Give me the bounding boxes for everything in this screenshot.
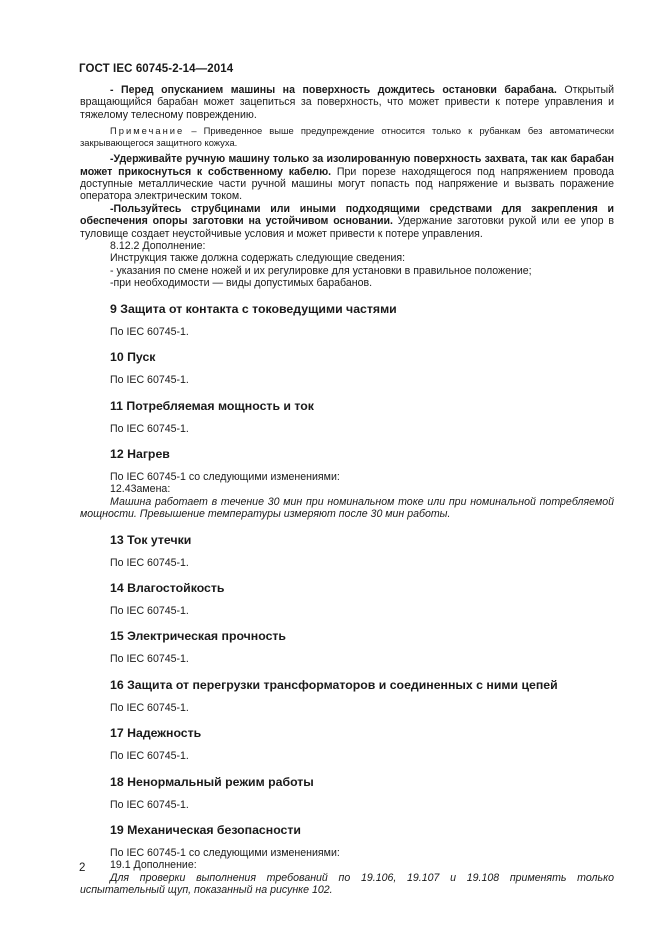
section-title: 15 Электрическая прочность [110, 629, 286, 644]
section-body: По IEC 60745-1 со следующими изменениями: [110, 470, 340, 483]
warning-text: Открытый вращающийся барабан может зацепиться за поверхность, что может привести к потере управления и тяжелому телесному повреждению. [80, 84, 614, 121]
section-body: По IEC 60745-1. [110, 604, 189, 617]
section-10 [80, 350, 614, 386]
section-title: 12 Нагрев [110, 446, 170, 461]
section-15 [80, 629, 614, 665]
section-title: 16 Защита от перегрузки трансформаторов и соединенных с ними цепей [110, 677, 558, 692]
section-title: 11 Потребляемая мощность и ток [110, 398, 314, 413]
section-body: По IEC 60745-1. [110, 701, 189, 714]
section-9 [80, 302, 614, 338]
note-text: – Приведенное выше предупреждение относится только к рубанкам без автоматически закрывающегося защитного кожуха. [80, 125, 614, 149]
section-body: По IEC 60745-1. [110, 422, 189, 435]
section-19 [80, 823, 614, 897]
document-header: ГОСТ IEC 60745-2-14—2014 [79, 63, 234, 75]
subclause: 19.1 Дополнение: [110, 859, 197, 872]
section-title: 14 Влагостойкость [110, 580, 225, 595]
note-label: Примечание [110, 125, 185, 137]
section-title: 9 Защита от контакта с токоведущими частями [110, 301, 397, 316]
section-title: 10 Пуск [110, 350, 156, 365]
section-11 [80, 399, 614, 435]
section-title: 18 Ненормальный режим работы [110, 774, 314, 789]
instruction-line: - указания по смене ножей и их регулировке для установки в правильное положение; [110, 264, 532, 277]
warning-text: Удержание заготовки рукой или ее упор в туловище создает неустойчивые условия и может привести к потере управления. [80, 215, 614, 240]
section-body: По IEC 60745-1. [110, 556, 189, 569]
paragraph-drum-stop [80, 84, 614, 121]
note [80, 125, 614, 149]
section-16 [80, 678, 614, 714]
section-14 [80, 581, 614, 617]
section-12 [80, 447, 614, 521]
section-13 [80, 533, 614, 569]
warning-bold: - Перед опусканием машины на поверхность дождитесь остановки барабана. [110, 84, 557, 96]
clause-8-12-2: 8.12.2 Дополнение: [110, 240, 206, 253]
paragraph-insulated-grip [80, 153, 614, 203]
subclause-text: Машина работает в течение 30 мин при номинальном токе или при номинальной потребляемой мощности. Превышение температуры измеряют после 30 мин работы. [80, 495, 614, 521]
section-body: По IEC 60745-1. [110, 325, 189, 338]
warning-bold: -Пользуйтесь струбцинами или иными подходящими средствами для закрепления и обеспечения опоры заготовки на устойчивом основании. [80, 202, 614, 228]
instruction-line: -при необходимости — виды допустимых барабанов. [110, 277, 373, 290]
instruction-line: Инструкция также должна содержать следующие сведения: [110, 252, 406, 265]
page-number: 2 [79, 862, 86, 874]
warning-bold: -Удерживайте ручную машину только за изолированную поверхность захвата, так как барабан может прикоснуться к собственному кабелю. [80, 153, 614, 178]
section-title: 19 Механическая безопасности [110, 822, 301, 837]
warning-text: При порезе находящегося под напряжением провода доступные металлические части ручной машины могут попасть под напряжение и вызвать поражение оператора электрическим током. [80, 165, 614, 203]
section-body: По IEC 60745-1 со следующими изменениями: [110, 846, 340, 859]
section-body: По IEC 60745-1. [110, 374, 189, 387]
section-title: 13 Ток утечки [110, 532, 192, 547]
page-content [80, 84, 614, 897]
section-body: По IEC 60745-1. [110, 750, 189, 763]
section-title: 17 Надежность [110, 726, 202, 741]
section-body: По IEC 60745-1. [110, 798, 189, 811]
section-17 [80, 726, 614, 762]
subclause: 12.43амена: [110, 483, 171, 496]
section-body: По IEC 60745-1. [110, 653, 189, 666]
subclause-text: Для проверки выполнения требований по 19.106, 19.107 и 19.108 применять только испытательный щуп, показанный на рисунке 102. [80, 871, 614, 897]
paragraph-clamps [80, 203, 614, 240]
section-18 [80, 775, 614, 811]
